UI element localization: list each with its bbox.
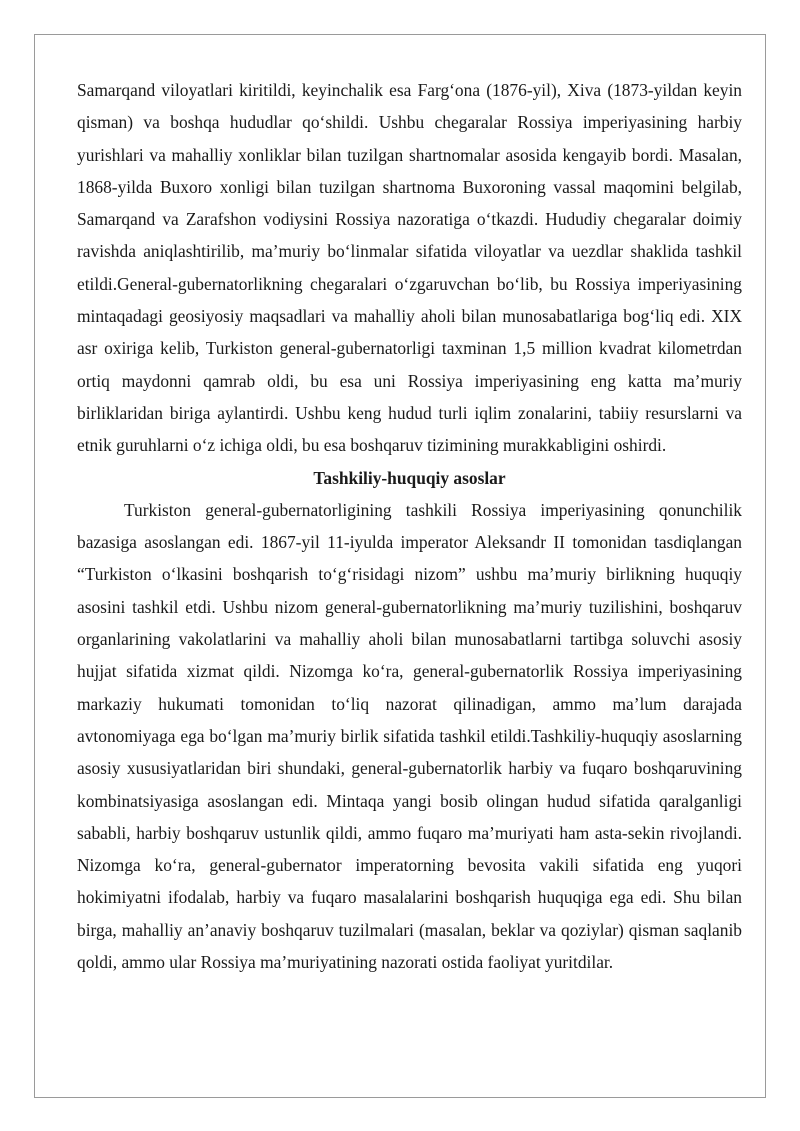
document-body [77, 74, 742, 978]
paragraph-borders: Samarqand viloyatlari kiritildi, keyinchalik esa Farg‘ona (1876-yil), Xiva (1873-yildan keyin qisman) va boshqa hududlar qo‘shildi. Ushbu chegaralar Rossiya imperiyasining harbiy yurishlari va mahalliy xonliklar bilan tuzilgan shartnomalar asosida kengayib bordi. Masalan, 1868-yilda Buxoro xonligi bilan tuzilgan shartnoma Buxoroning vassal maqomini belgilab, Samarqand va Zarafshon vodiysini Rossiya nazoratiga o‘tkazdi. Hududiy chegaralar doimiy ravishda aniqlashtirilib, ma’muriy bo‘linmalar sifatida viloyatlar va uezdlar shaklida tashkil etildi.General-gubernatorlikning chegaralari o‘zgaruvchan bo‘lib, bu Rossiya imperiyasining mintaqadagi geosiyosiy maqsadlari va mahalliy aholi bilan munosabatlariga bog‘liq edi. XIX asr oxiriga kelib, Turkiston general-gubernatorligi taxminan 1,5 million kvadrat kilometrdan ortiq maydonni qamrab oldi, bu esa uni Rossiya imperiyasining eng katta ma’muriy birliklaridan biriga aylantirdi. Ushbu keng hudud turli iqlim zonalarini, tabiiy resurslarni va etnik guruhlarni o‘z ichiga oldi, bu esa boshqaruv tizimining murakkabligini oshirdi. [77, 80, 742, 456]
section-heading: Tashkiliy-huquqiy asoslar [313, 467, 506, 488]
paragraph-legal-basis: Turkiston general-gubernatorligining tashkili Rossiya imperiyasining qonunchilik bazasiga asoslangan edi. 1867-yil 11-iyulda imperator Aleksandr II tomonidan tasdiqlangan “Turkiston o‘lkasini boshqarish to‘g‘risidagi nizom” ushbu ma’muriy birlikning huquqiy asosini tashkil etdi. Ushbu nizom general-gubernatorlikning ma’muriy tuzilishini, boshqaruv organlarining vakolatlarini va mahalliy aholi bilan munosabatlarni tartibga soluvchi asosiy hujjat sifatida xizmat qildi. Nizomga ko‘ra, general-gubernatorlik Rossiya imperiyasining markaziy hukumati tomonidan to‘liq nazorat qilinadigan, ammo ma’lum darajada avtonomiyaga ega bo‘lgan ma’muriy birlik sifatida tashkil etildi.Tashkiliy-huquqiy asoslarning asosiy xususiyatlaridan biri shundaki, general-gubernatorlik harbiy va fuqaro boshqaruvining kombinatsiyasiga asoslangan edi. Mintaqa yangi bosib olingan hudud sifatida qaralganligi sababli, harbiy boshqaruv ustunlik qildi, ammo fuqaro ma’muriyati ham asta-sekin rivojlandi. Nizomga ko‘ra, general-gubernator imperatorning bevosita vakili sifatida eng yuqori hokimiyatni ifodalab, harbiy va fuqaro masalalarini boshqarish huquqiga ega edi. Shu bilan birga, mahalliy an’anaviy boshqaruv tuzilmalari (masalan, beklar va qoziylar) qisman saqlanib qoldi, ammo ular Rossiya ma’muriyatining nazorati ostida faoliyat yuritdilar. [77, 499, 742, 973]
